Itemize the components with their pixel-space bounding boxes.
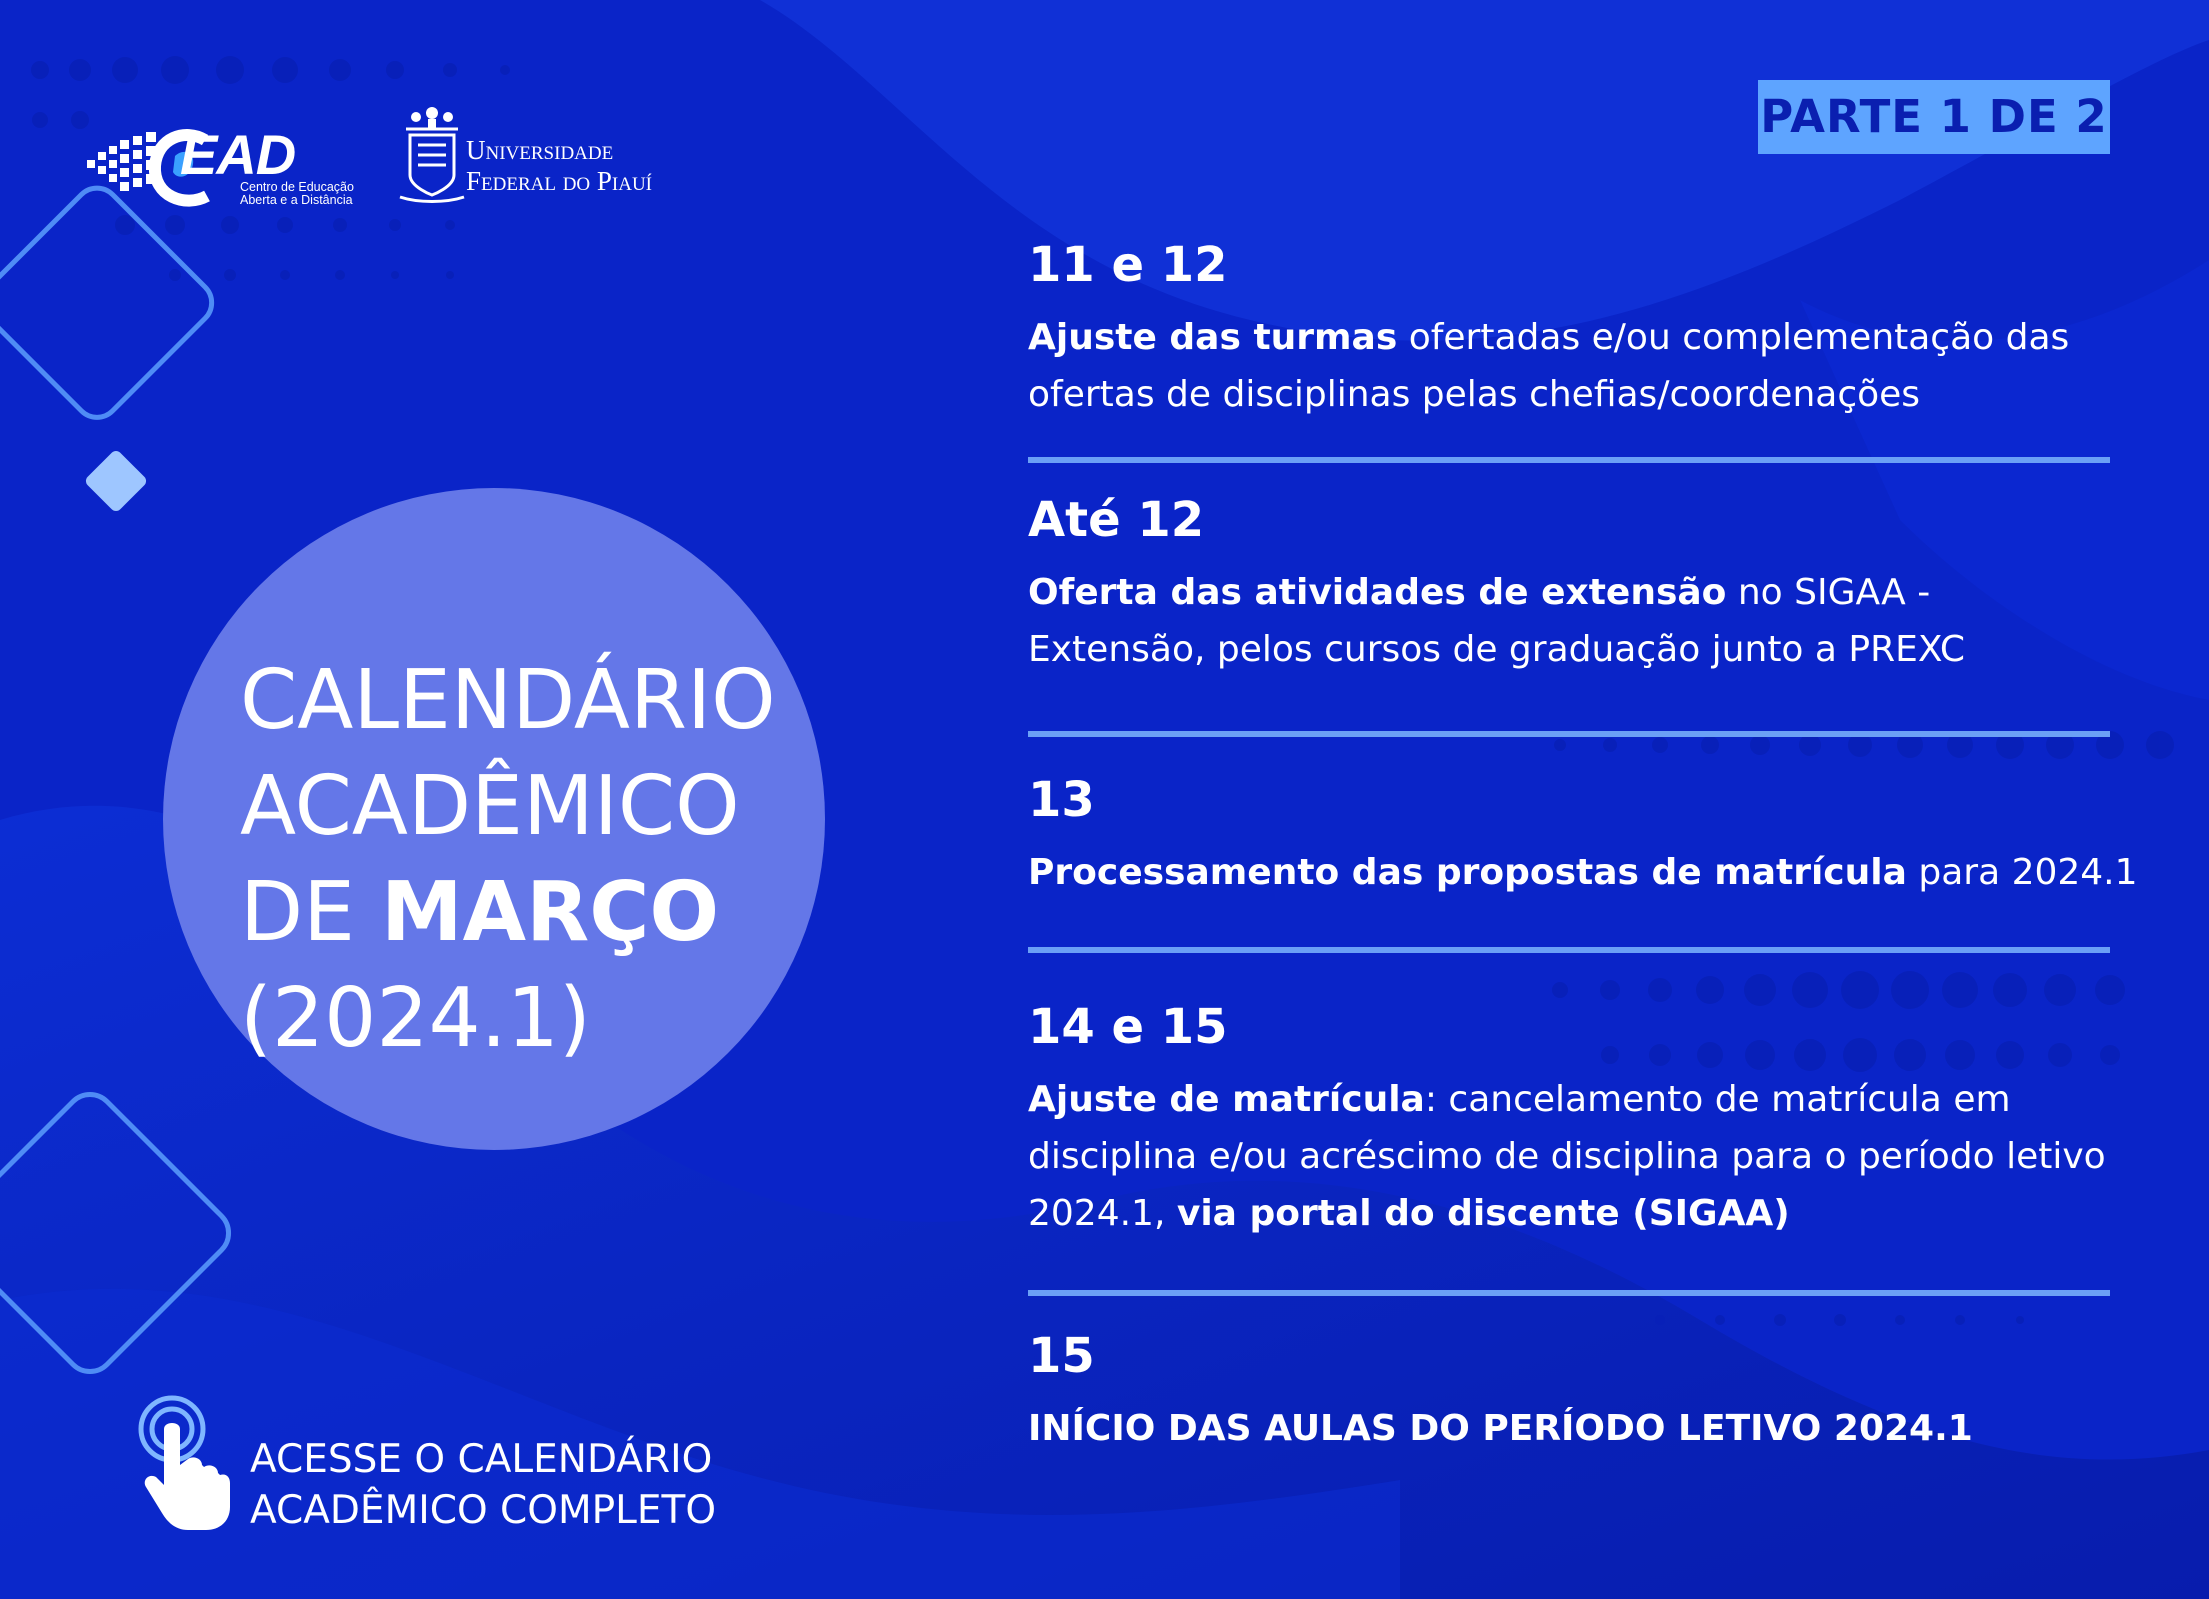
- full-calendar-link[interactable]: [250, 1434, 716, 1536]
- title-line3: [240, 860, 776, 966]
- title-line4: (2024.1): [240, 971, 591, 1066]
- event-date: 13: [1028, 772, 1095, 828]
- event-description-bold-2: via portal do discente (SIGAA): [1176, 1193, 1790, 1234]
- ufpi-name: [466, 135, 652, 197]
- ufpi-name-line1: Universidade: [466, 135, 614, 165]
- event-list: [1028, 235, 2138, 1457]
- title-line1: CALENDÁRIO: [240, 653, 776, 748]
- title-line3-prefix: DE: [240, 865, 382, 960]
- cead-subtitle-line2: Aberta e a Distância: [240, 193, 353, 207]
- cead-subtitle: [240, 181, 390, 207]
- title-month: MARÇO: [381, 865, 720, 960]
- event-description-text: ofertadas e/ou complementação das ofertas de disciplinas pelas chefias/coordenações: [1028, 317, 2070, 415]
- event-item: [1028, 235, 2118, 457]
- event-description-bold: Ajuste de matrícula: [1028, 1079, 1425, 1120]
- event-item: [1028, 463, 2118, 731]
- event-item: [1028, 1296, 2118, 1457]
- event-date: Até 12: [1028, 492, 1205, 548]
- event-description: [1028, 564, 2118, 678]
- event-description: [1028, 1400, 2118, 1457]
- cta-line2[interactable]: ACADÊMICO COMPLETO: [250, 1488, 717, 1533]
- event-description: [1028, 844, 2138, 901]
- ufpi-name-line2: Federal do Piauí: [466, 166, 653, 196]
- event-item: [1028, 737, 2138, 947]
- event-description-text: para 2024.1: [1906, 852, 2138, 893]
- ufpi-crest-icon: [398, 105, 466, 205]
- event-description-bold: Oferta das atividades de extensão: [1028, 572, 1727, 613]
- cead-subtitle-line1: Centro de Educação: [240, 180, 354, 194]
- event-description-text: : cancelamento de matrícula em disciplina e/ou acréscimo de disciplina para o período letivo 2024.1,: [1028, 1079, 2106, 1234]
- event-description-bold: INÍCIO DAS AULAS DO PERÍODO LETIVO 2024.1: [1028, 1408, 1973, 1449]
- event-date: 15: [1028, 1328, 1095, 1384]
- page-title: [240, 648, 776, 1072]
- event-description: [1028, 309, 2118, 423]
- cead-wordmark: EAD: [180, 123, 296, 186]
- event-description-text: no SIGAA - Extensão, pelos cursos de graduação junto a PREXC: [1028, 572, 1966, 670]
- event-description: [1028, 1071, 2118, 1242]
- cta-line1[interactable]: ACESSE O CALENDÁRIO: [250, 1437, 713, 1482]
- event-description-bold: Ajuste das turmas: [1028, 317, 1398, 358]
- event-item: [1028, 953, 2118, 1290]
- event-date: 14 e 15: [1028, 999, 1228, 1055]
- tap-hand-icon[interactable]: [138, 1395, 230, 1530]
- event-date: 11 e 12: [1028, 237, 1228, 293]
- event-description-bold: Processamento das propostas de matrícula: [1028, 852, 1907, 893]
- part-badge: PARTE 1 DE 2: [1758, 80, 2110, 154]
- title-line2: ACADÊMICO: [240, 759, 740, 854]
